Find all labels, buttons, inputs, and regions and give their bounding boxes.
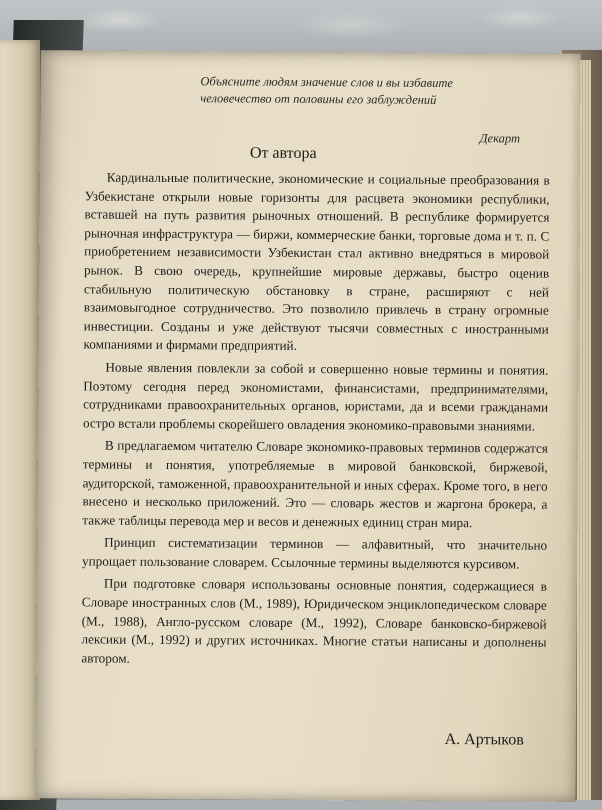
book-page xyxy=(35,50,580,802)
epigraph-author: Декарт xyxy=(479,131,521,146)
paragraph: В предлагаемом читателю Словаре экономико-правовых терминов содержатся термины и понятия, употребляемые в мировой банковской, биржевой, аудиторской, таможенной, правоохранительной и иных сферах. Кроме того, в него внесено и несколько приложений. Это — словарь жестов и жаргона брокера, а также таблицы перевода мер и весов и денежных единиц стран мира. xyxy=(82,437,548,530)
paragraph: Кардинальные политические, экономические и социальные преобразования в Узбекистане открыли новые горизонты для расцвета экономики республики, вставшей на путь развития рыночных отношений. В республике формируется рыночная инфраструктура — биржи, коммерческие банки, торговые дома и т. п. С приобретением независимости Узбекистан стал активно внедряться в мировой рынок. В свою очередь, крупнейшие мировые державы, быстро оценив стабильную политическую обстановку в стране, расширяют с ней взаимовыгодное сотрудничество. Это позволило привлечь в страну огромные инвестиции. Созданы и уже действуют тысячи совместных с иностранными компаниями и фирмами предприятий. xyxy=(83,169,550,354)
body-text xyxy=(81,168,550,675)
page-title: От автора xyxy=(249,144,317,163)
paragraph: При подготовке словаря использованы основные понятия, содержащиеся в Словаре иностранных слов (М., 1989), Юридическом энциклопедическом словаре (М., 1988), Англо-русском словаре (М., 1992), Словаре банковско-биржевой лексики (М., 1992) и других источниках. Многие статьи написаны и дополнены автором. xyxy=(81,576,547,666)
epigraph xyxy=(200,73,550,109)
paragraph: Новые явления повлекли за собой и совершенно новые термины и понятия. Поэтому сегодня перед экономистами, финансистами, предпринимателями, сотрудниками правоохранительных органов, юристами, да и всеми гражданами остро встали проблемы скорейшего овладения экономико-правовыми знаниями. xyxy=(82,359,549,434)
epigraph-line-2: человечество от половины его заблуждений xyxy=(200,91,437,107)
book-gutter xyxy=(0,40,40,800)
author-signature: А. Артыков xyxy=(444,730,524,749)
epigraph-line-1: Объясните людям значение слов и вы избавите xyxy=(200,74,454,91)
paragraph: Принцип систематизации терминов — алфавитный, что значительно упрощает пользование словарем. Ссылочные термины выделяются курсивом. xyxy=(82,534,548,572)
